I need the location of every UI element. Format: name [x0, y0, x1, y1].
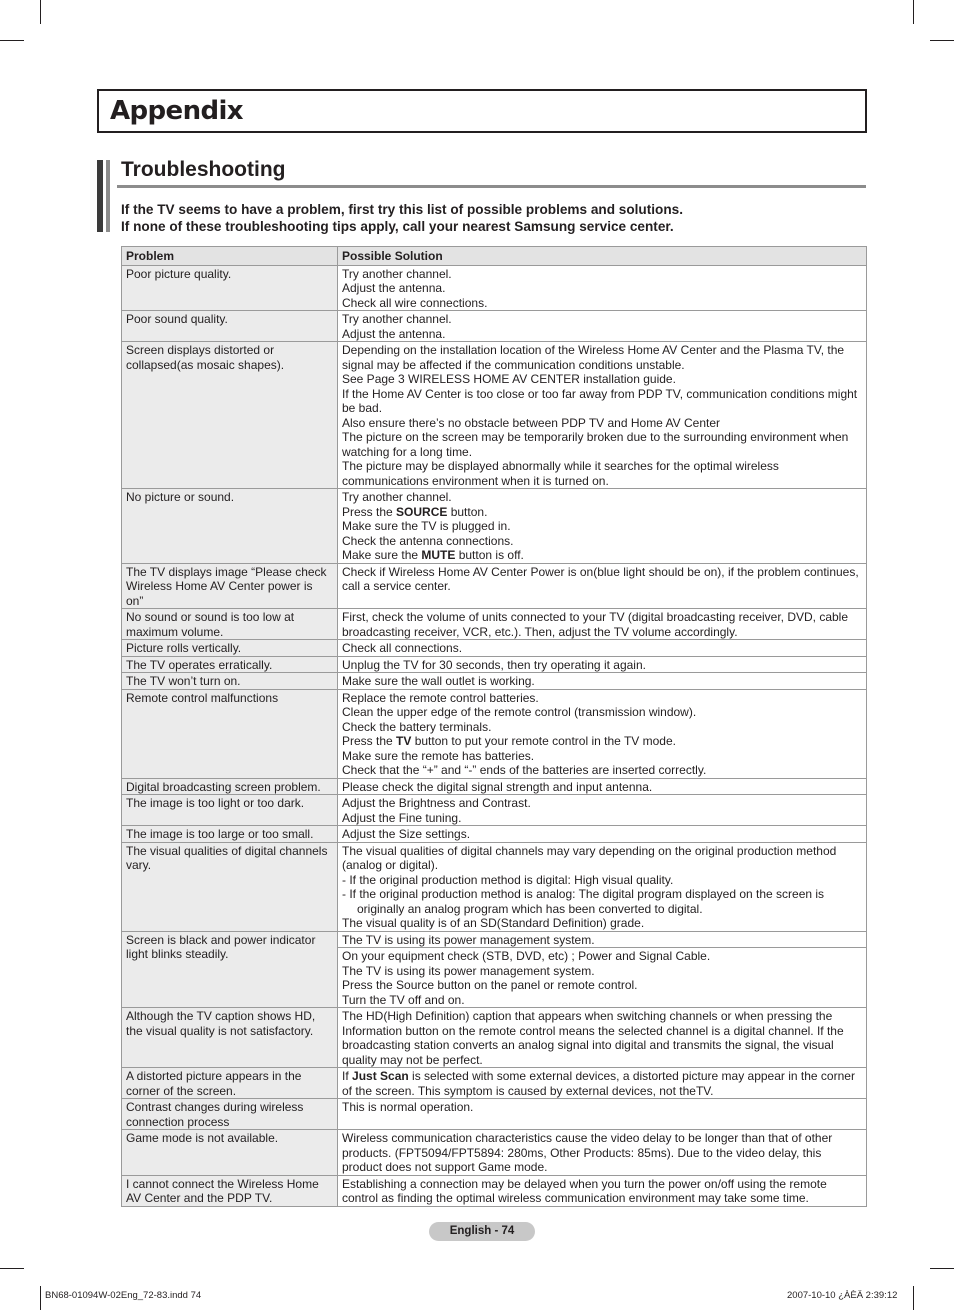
solution-text: Try another channel. [342, 312, 452, 326]
crop-mark [930, 40, 954, 41]
table-row [122, 1068, 867, 1099]
problem-cell: The TV displays image “Please check Wireless Home AV Center power is on” [122, 563, 338, 609]
solution-line [342, 281, 862, 296]
solution-text: Check the battery terminals. [342, 719, 492, 734]
solution-cell [338, 1068, 867, 1099]
problem-cell: Contrast changes during wireless connection process [122, 1099, 338, 1130]
page-number: English - 74 [429, 1222, 535, 1241]
solution-cell [338, 265, 867, 311]
solution-line [342, 873, 862, 888]
solution-line [342, 1177, 862, 1206]
solution-cell [338, 673, 867, 690]
problem-cell: The TV operates erratically. [122, 656, 338, 673]
solution-text: Check that the “+” and “-” ends of the batteries are inserted correctly. [342, 763, 707, 777]
solution-line [342, 430, 862, 459]
problem-cell: Poor sound quality. [122, 311, 338, 342]
table-row [122, 842, 867, 931]
table-row [122, 826, 867, 843]
crop-mark [40, 1286, 41, 1310]
appendix-header [97, 89, 867, 133]
solution-line [342, 734, 862, 749]
solution-text: Check if Wireless Home AV Center Power is on(blue light should be on), if the problem continues, call a service center. [342, 564, 859, 593]
solution-text: If the Home AV Center is too close or too far away from PDP TV, communication conditions might be bad. [342, 386, 858, 415]
intro-line: If none of these troubleshooting tips apply, call your nearest Samsung service center. [121, 219, 674, 234]
crop-mark [913, 1286, 914, 1310]
problem-cell: The image is too light or too dark. [122, 795, 338, 826]
solution-line [342, 1069, 862, 1098]
solution-line [342, 641, 862, 656]
solution-line [342, 763, 862, 778]
solution-line [342, 827, 862, 842]
solution-cell [338, 640, 867, 657]
solution-text: The picture on the screen may be temporarily broken due to the surrounding environment when watching for a long time. [342, 430, 849, 459]
solution-cell [338, 609, 867, 640]
problem-cell: No picture or sound. [122, 489, 338, 564]
solution-text: The visual qualities of digital channels may vary depending on the original production method (analog or digital). [342, 843, 837, 872]
intro-line: If the TV seems to have a problem, first try this list of possible problems and solutions. [121, 202, 683, 217]
solution-line [342, 505, 862, 520]
solution-text: The visual quality is of an SD(Standard Definition) grade. [342, 916, 645, 930]
solution-cell [338, 778, 867, 795]
solution-text: Check all wire connections. [342, 295, 488, 310]
solution-text: Unplug the TV for 30 seconds, then try operating it again. [342, 657, 646, 672]
problem-cell: A distorted picture appears in the corner of the screen. [122, 1068, 338, 1099]
solution-text: Replace the remote control batteries. [342, 690, 539, 705]
solution-line [342, 749, 862, 764]
solution-line [342, 416, 862, 431]
solution-line [342, 267, 862, 282]
table-row [122, 265, 867, 311]
solution-keyword: SOURCE [396, 504, 448, 519]
solution-cell [338, 1099, 867, 1130]
solution-line [342, 534, 862, 549]
solution-text: This is normal operation. [342, 1100, 474, 1114]
appendix-title: Appendix [110, 96, 243, 126]
solution-cell [338, 656, 867, 673]
solution-text: Turn the TV off and on. [342, 992, 465, 1007]
problem-cell: Picture rolls vertically. [122, 640, 338, 657]
solution-keyword: Just Scan [352, 1069, 409, 1083]
solution-line [342, 387, 862, 416]
solution-line [342, 796, 862, 811]
problem-cell: The TV won’t turn on. [122, 673, 338, 690]
table-row [122, 656, 867, 673]
solution-text: Adjust the antenna. [342, 326, 446, 341]
table-row [122, 795, 867, 826]
solution-line [342, 372, 862, 387]
problem-cell: Screen is black and power indicator light blinks steadily. [122, 931, 338, 1008]
solution-cell [338, 1008, 867, 1068]
problem-cell: The visual qualities of digital channels vary. [122, 842, 338, 931]
problem-cell: Screen displays distorted or collapsed(as mosaic shapes). [122, 342, 338, 489]
footer-file-name: BN68-01094W-02Eng_72-83.indd 74 [45, 1290, 202, 1301]
solution-keyword: TV [396, 734, 412, 748]
solution-line [342, 519, 862, 534]
solution-text: The picture may be displayed abnormally while it searches for the optimal wireless communications environment when it is turned on. [342, 459, 779, 488]
solution-line [342, 1131, 862, 1175]
section-rule [117, 185, 866, 188]
problem-cell: The image is too large or too small. [122, 826, 338, 843]
section-title: Troubleshooting [121, 158, 286, 181]
solution-cell [338, 795, 867, 826]
crop-mark [0, 40, 24, 41]
table-header-row [122, 247, 867, 266]
solution-text: Make sure the remote has batteries. [342, 748, 535, 763]
table-row [122, 689, 867, 778]
solution-text: is selected with some external devices, a distorted picture may appear in the corner of the screen. This symptom is caused by external devices, not theTV. [342, 1069, 855, 1098]
solution-line [342, 610, 862, 639]
solution-cell [338, 842, 867, 931]
table-row [122, 673, 867, 690]
solution-line [342, 459, 862, 488]
solution-line [342, 327, 862, 342]
table-row [122, 931, 867, 948]
solution-line [342, 548, 862, 563]
solution-line [342, 978, 862, 993]
problem-cell: No sound or sound is too low at maximum volume. [122, 609, 338, 640]
solution-line [342, 658, 862, 673]
solution-cell [338, 1130, 867, 1176]
solution-line [342, 993, 862, 1008]
solution-line [342, 296, 862, 311]
solution-cell [338, 689, 867, 778]
solution-text: - If the original production method is analog: The digital program displayed on the screen is originally an analog program which has been converted to digital. [342, 887, 825, 916]
table-row [122, 311, 867, 342]
solution-line [342, 312, 862, 327]
intro-text [121, 201, 683, 235]
solution-text: Adjust the Fine tuning. [342, 810, 462, 825]
solution-line [342, 811, 862, 826]
solution-line [342, 1009, 862, 1067]
solution-cell [338, 826, 867, 843]
solution-text: button to put your remote control in the TV mode. [411, 734, 676, 748]
solution-text: If [342, 1069, 353, 1083]
solution-text: Clean the upper edge of the remote control (transmission window). [342, 705, 697, 719]
solution-text: The HD(High Definition) caption that appears when switching channels or when pressing the Information button on the remote control means the selected channel is a digital channel. If the broadcasting station converts an analog signal into digital and transmits the signal, the visual quality may not be perfect. [342, 1009, 844, 1067]
solution-text: Also ensure there’s no obstacle between PDP TV and Home AV Center [342, 415, 720, 430]
solution-line [342, 343, 862, 372]
table-row [122, 1175, 867, 1206]
table-row [122, 1008, 867, 1068]
table-row [122, 563, 867, 609]
solution-line [342, 844, 862, 873]
solution-cell [338, 931, 867, 948]
section-marker-bar [97, 160, 103, 232]
solution-line [342, 916, 862, 931]
table-body [122, 265, 867, 1206]
solution-text: Check the antenna connections. [342, 533, 514, 548]
solution-line [342, 949, 862, 964]
troubleshooting-table [121, 246, 867, 1207]
solution-line [342, 674, 862, 689]
solution-cell [338, 948, 867, 1008]
problem-cell: Digital broadcasting screen problem. [122, 778, 338, 795]
table-row [122, 1099, 867, 1130]
solution-text: - If the original production method is digital: High visual quality. [342, 872, 674, 887]
solution-cell [338, 311, 867, 342]
solution-cell [338, 1175, 867, 1206]
solution-text: The TV is using its power management system. [342, 963, 595, 978]
solution-text: Adjust the Size settings. [342, 827, 471, 841]
solution-cell [338, 489, 867, 564]
solution-line [342, 565, 862, 594]
solution-text: Make sure the wall outlet is working. [342, 674, 535, 688]
solution-text: Adjust the antenna. [342, 281, 446, 295]
footer-timestamp: 2007-10-10 ¿ÀÈÄ 2:39:12 [787, 1290, 898, 1301]
solution-text: See Page 3 WIRELESS HOME AV CENTER installation guide. [342, 372, 676, 386]
solution-text: On your equipment check (STB, DVD, etc) ; Power and Signal Cable. [342, 949, 711, 963]
table-row [122, 342, 867, 489]
solution-line [342, 691, 862, 706]
column-header-problem: Problem [122, 247, 338, 266]
solution-text: button. [447, 504, 488, 519]
column-header-solution: Possible Solution [338, 247, 867, 266]
solution-line [342, 720, 862, 735]
solution-keyword: MUTE [421, 548, 456, 562]
problem-cell: I cannot connect the Wireless Home AV Center and the PDP TV. [122, 1175, 338, 1206]
solution-line [342, 887, 862, 916]
table-row [122, 489, 867, 564]
solution-text: The TV is using its power management system. [342, 932, 595, 947]
solution-text: Make sure the [342, 548, 422, 562]
problem-cell: Remote control malfunctions [122, 689, 338, 778]
crop-mark [40, 0, 41, 24]
problem-cell: Poor picture quality. [122, 265, 338, 311]
solution-text: Check all connections. [342, 641, 463, 655]
solution-text: First, check the volume of units connected to your TV (digital broadcasting receiver, DVD, cable broadcasting receiver, VCR, etc.). Then, adjust the TV volume accordingly. [342, 610, 849, 639]
solution-text: Make sure the TV is plugged in. [342, 519, 511, 533]
problem-cell: Although the TV caption shows HD, the visual quality is not satisfactory. [122, 1008, 338, 1068]
table-row [122, 609, 867, 640]
solution-cell [338, 342, 867, 489]
solution-text: Adjust the Brightness and Contrast. [342, 796, 531, 810]
solution-text: button is off. [455, 548, 524, 562]
table-row [122, 640, 867, 657]
solution-text: Press the [342, 734, 397, 748]
problem-cell: Game mode is not available. [122, 1130, 338, 1176]
solution-line [342, 1100, 862, 1115]
crop-mark [930, 1268, 954, 1269]
solution-text: Establishing a connection may be delayed when you turn the power on/off using the remote control as finding the optimal wireless communication environment may take some time. [342, 1176, 827, 1205]
table-row [122, 778, 867, 795]
solution-line [342, 780, 862, 795]
table-row [122, 1130, 867, 1176]
solution-text: Try another channel. [342, 266, 452, 281]
solution-text: Please check the digital signal strength and input antenna. [342, 779, 653, 794]
solution-cell [338, 563, 867, 609]
solution-text: Press the Source button on the panel or remote control. [342, 978, 638, 992]
section-marker-bar [106, 160, 110, 232]
crop-mark [0, 1268, 24, 1269]
solution-text: Depending on the installation location of the Wireless Home AV Center and the Plasma TV, the signal may be affected if the communication conditions unstable. [342, 343, 845, 372]
solution-line [342, 490, 862, 505]
crop-mark [913, 0, 914, 24]
solution-text: Wireless communication characteristics cause the video delay to be longer than that of other products. (FPT5094/FPT5894: 280ms, Other Products: 85ms). Due to the video delay, this product does not support Game mode. [342, 1131, 833, 1174]
solution-text: Try another channel. [342, 490, 452, 504]
solution-line [342, 964, 862, 979]
solution-line [342, 705, 862, 720]
solution-text: Press the [342, 504, 397, 519]
solution-line [342, 933, 862, 948]
